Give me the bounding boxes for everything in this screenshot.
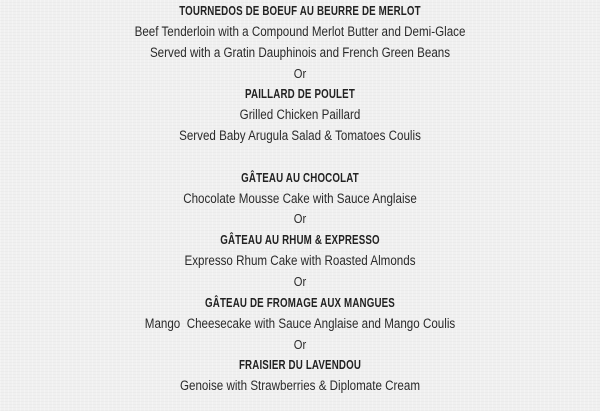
or-separator: Or (293, 211, 307, 227)
dish-title-tournedos: TOURNEDOS DE BOEUF AU BEURRE DE MERLOT (179, 4, 421, 18)
section-spacer (0, 147, 600, 168)
or-separator: Or (293, 273, 307, 289)
dish-description-paillard: Grilled Chicken Paillard (239, 107, 361, 123)
or-separator: Or (293, 65, 307, 81)
dessert-title-chocolat: GÂTEAU AU CHOCOLAT (241, 170, 359, 185)
dessert-title-fraisier: FRAISIER DU LAVENDOU (238, 358, 362, 373)
dish-title-paillard: PAILLARD DE POULET (245, 87, 355, 102)
dessert-description-chocolat: Chocolate Mousse Cake with Sauce Anglaise (183, 190, 417, 206)
dish-served-paillard: Served Baby Arugula Salad & Tomatoes Coulis (179, 128, 421, 144)
dessert-title-fromage: GÂTEAU DE FROMAGE AUX MANGUES (205, 295, 395, 310)
dessert-description-rhum: Expresso Rhum Cake with Roasted Almonds (184, 253, 416, 269)
dish-served-tournedos: Served with a Gratin Dauphinois and French Green Beans (149, 44, 451, 60)
dessert-description-fraisier: Genoise with Strawberries & Diplomate Cream (179, 378, 421, 394)
dessert-description-fromage: Mango Cheesecake with Sauce Anglaise and Mango Coulis (144, 315, 456, 331)
dish-description-tournedos: Beef Tenderloin with a Compound Merlot Butter and Demi-Glace (134, 23, 466, 39)
dessert-title-rhum: GÂTEAU AU RHUM & EXPRESSO (220, 233, 380, 248)
or-separator: Or (293, 336, 307, 352)
